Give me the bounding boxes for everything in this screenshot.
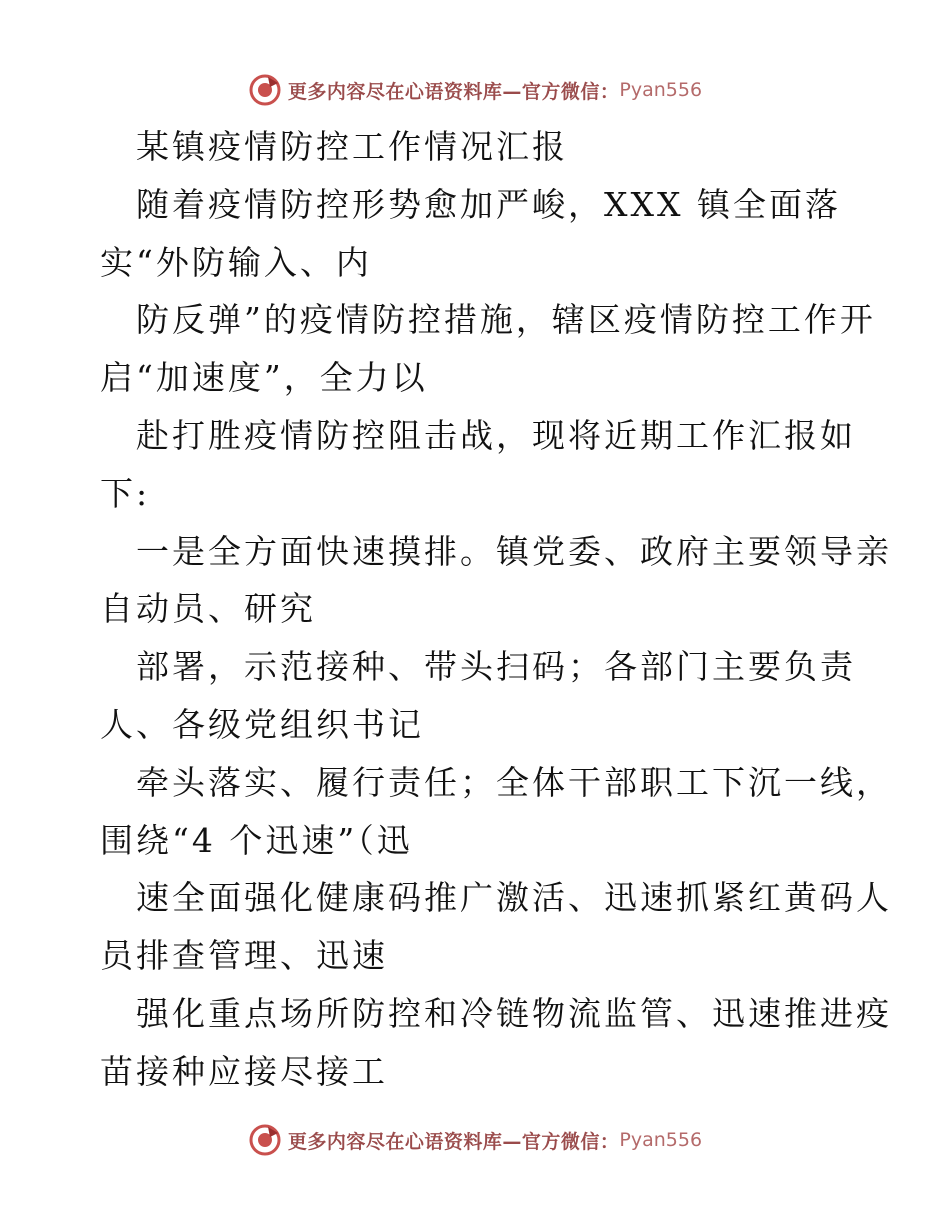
paragraph-line: 一是全方面快速摸排。镇党委、政府主要领导亲 xyxy=(136,531,892,571)
document-body xyxy=(100,118,892,1101)
paragraph-line: 苗接种应接尽接工 xyxy=(100,1051,388,1091)
paragraph-line: 员排查管理、迅速 xyxy=(100,936,388,976)
paragraph-line: 人、各级党组织书记 xyxy=(100,704,424,744)
paragraph-line: 速全面强化健康码推广激活、迅速抓紧红黄码人 xyxy=(136,878,892,918)
watermark-wechat-id: Pyan556 xyxy=(619,79,703,101)
paragraph-line: 下: xyxy=(100,473,151,513)
paragraph-line: 启“加速度”，全力以 xyxy=(100,358,428,398)
paragraph-line: 随着疫情防控形势愈加严峻，XXX 镇全面落 xyxy=(136,184,841,224)
document-title: 某镇疫情防控工作情况汇报 xyxy=(136,127,568,166)
paragraph-line: 实“外防输入、内 xyxy=(100,242,372,282)
paragraph-line: 强化重点场所防控和冷链物流监管、迅速推进疫 xyxy=(136,993,892,1033)
brand-logo-icon xyxy=(248,73,282,107)
footer-watermark xyxy=(0,1120,950,1160)
paragraph-line: 赴打胜疫情防控阻击战，现将近期工作汇报如 xyxy=(136,415,856,455)
watermark-wechat-id: Pyan556 xyxy=(619,1129,703,1151)
paragraph-line: 自动员、研究 xyxy=(100,589,316,629)
paragraph-line: 牵头落实、履行责任；全体干部职工下沉一线， xyxy=(136,762,892,802)
watermark-text: 更多内容尽在心语资料库—官方微信： xyxy=(287,80,620,103)
brand-logo-icon xyxy=(248,1123,282,1157)
paragraph-line: 部署，示范接种、带头扫码；各部门主要负责 xyxy=(136,647,856,687)
header-watermark xyxy=(0,70,950,110)
watermark-text: 更多内容尽在心语资料库—官方微信： xyxy=(287,1130,620,1153)
paragraph-line: 防反弹”的疫情防控措施，辖区疫情防控工作开 xyxy=(136,300,876,340)
paragraph-line: 围绕“4 个迅速”（迅 xyxy=(100,820,413,860)
